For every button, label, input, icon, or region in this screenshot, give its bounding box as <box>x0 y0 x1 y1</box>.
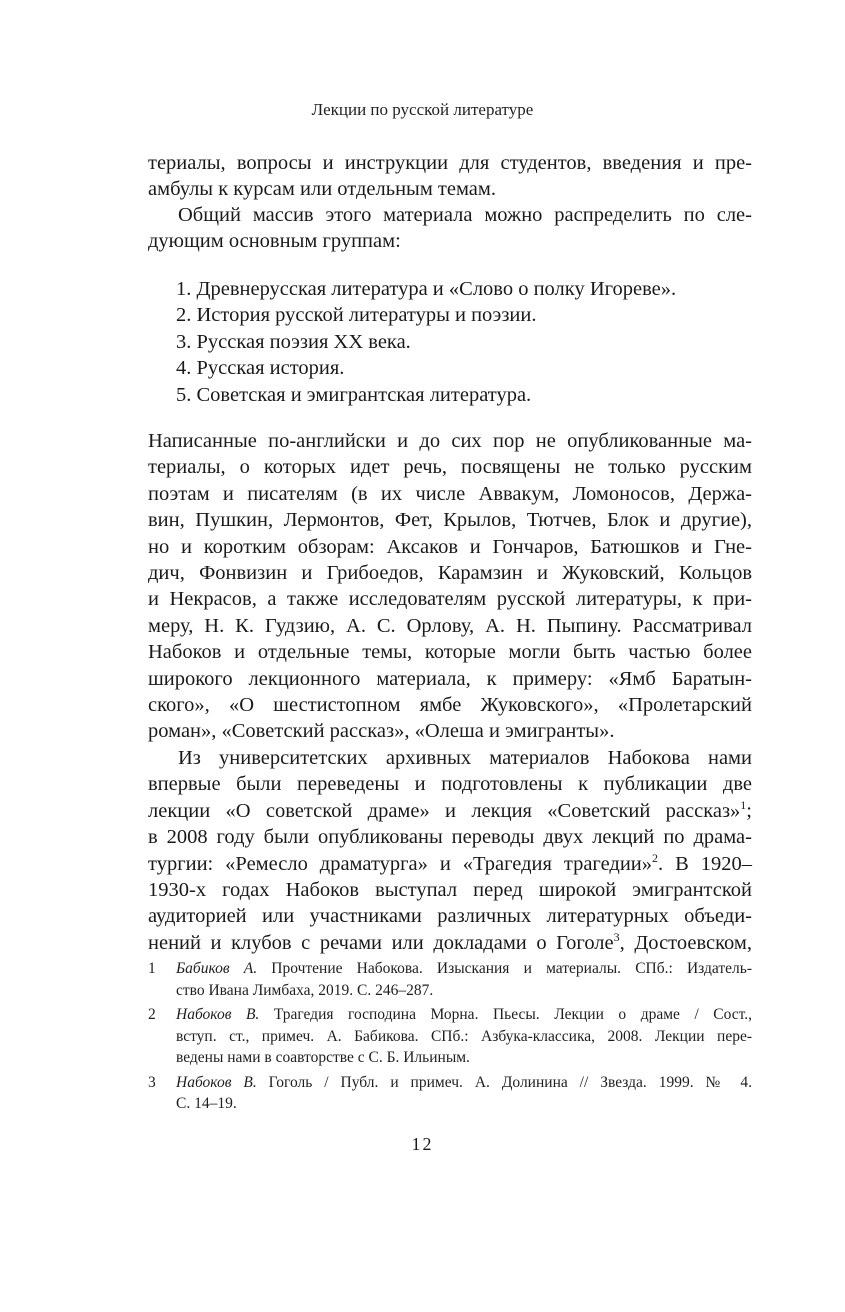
groups-list <box>176 276 676 408</box>
footnote-author: Бабиков А. <box>176 960 258 977</box>
footnote-2 <box>148 1004 752 1069</box>
line-text: нений и клубов с речами или докладами о Гоголе <box>148 931 614 954</box>
list-item: 5. Советская и эмигрантская литература. <box>176 383 532 406</box>
text-line: впервые были переведены и подготовлены к публикации две <box>148 773 752 796</box>
footnote-line: вступ. ст., примеч. А. Бабикова. СПб.: Азбука-классика, 2008. Лекции пере- <box>176 1027 752 1045</box>
line-text: лекции «О советской драме» и лекция «Советский рассказ» <box>148 799 741 822</box>
text-line: поэтам и писателям (в их числе Аввакум, Ломоносов, Держа- <box>148 482 752 505</box>
text-line: широкого лекционного материала, к примеру: «Ямб Баратын- <box>148 667 752 690</box>
footnote-line: ведены нами в соавторстве с С. Б. Ильиным. <box>176 1049 470 1066</box>
footnote-ref-3[interactable]: 3 <box>613 929 620 944</box>
footnote-ref-1[interactable]: 1 <box>740 797 747 812</box>
text-line: Из университетских архивных материалов Набокова нами <box>178 747 752 769</box>
text-line: меру, Н. К. Гудзию, А. С. Орлову, А. Н. Пыпину. Рассматривал <box>148 614 752 637</box>
footnote-number: 3 <box>148 1073 156 1091</box>
text-line <box>148 798 752 824</box>
list-item: 2. История русской литературы и поэзии. <box>176 304 537 327</box>
text-line: териалы, о которых идет речь, посвящены не только русским <box>148 456 752 479</box>
text-line: териалы, вопросы и инструкции для студентов, введения и пре- <box>148 152 752 174</box>
text-line <box>148 851 752 877</box>
text-line: 1930-х годах Набоков выступал перед широкой эмигрантской <box>148 878 752 901</box>
footnote-line <box>176 958 752 980</box>
text-line: Общий массив этого материала можно распределить по сле- <box>178 204 752 226</box>
text-line: аудиторией или участниками различных литературных объеди- <box>148 905 752 928</box>
text-line: Написанные по-английски и до сих пор не опубликованные ма- <box>148 430 752 452</box>
footnote-1 <box>148 958 752 1001</box>
text-line: в 2008 году были опубликованы переводы двух лекций по драма- <box>148 826 752 849</box>
footnote-ref-2[interactable]: 2 <box>652 850 659 865</box>
page-number: 12 <box>411 1134 434 1154</box>
footnote-line <box>176 1004 752 1026</box>
running-header: Лекции по русской литературе <box>311 100 534 119</box>
paragraph-intro <box>148 202 752 255</box>
text-line: Набоков и отдельные темы, которые могли быть частью более <box>148 641 752 664</box>
text-line: роман», «Советский рассказ», «Олеша и эмигранты». <box>148 720 615 743</box>
footnote-line: ство Ивана Лимбаха, 2019. С. 246–287. <box>176 981 434 999</box>
text-line <box>148 930 752 956</box>
text-line: но и коротким обзорам: Аксаков и Гончаров, Батюшков и Гне- <box>148 535 752 558</box>
line-tail: , Достоевском, <box>619 931 752 954</box>
list-item: 4. Русская история. <box>176 357 345 380</box>
footnote-line <box>176 1072 752 1094</box>
footnote-text: Прочтение Набокова. Изыскания и материалы. СПб.: Издатель- <box>257 960 753 977</box>
footnote-text: Трагедия господина Морна. Пьесы. Лекции о драме / Сост., <box>259 1006 752 1023</box>
line-tail: . В 1920– <box>658 852 752 875</box>
footnote-line: С. 14–19. <box>176 1095 237 1112</box>
footnote-author: Набоков В. <box>176 1006 260 1023</box>
paragraph-continued <box>148 150 752 203</box>
text-line: дующим основным группам: <box>148 230 401 253</box>
line-text: тургии: «Ремесло драматурга» и «Трагедия трагедии» <box>148 852 653 875</box>
footnote-text: Гоголь / Публ. и примеч. А. Долинина // Звезда. 1999. № 4. <box>256 1073 752 1091</box>
footnotes <box>148 958 752 1115</box>
text-line: и Некрасов, а также исследователям русской литературы, к при- <box>148 588 752 611</box>
paragraph-materials <box>148 428 752 745</box>
text-line: амбулы к курсам или отдельным темам. <box>148 178 496 201</box>
text-line: дич, Фонвизин и Грибоедов, Карамзин и Жуковский, Кольцов <box>148 561 752 584</box>
text-line: ского», «О шестистопном ямбе Жуковского», «Пролетарский <box>148 693 752 716</box>
footnote-number: 2 <box>148 1006 156 1023</box>
paragraph-archive <box>148 745 752 956</box>
footnote-number: 1 <box>148 960 156 977</box>
list-item: 3. Русская поэзия XX века. <box>176 330 411 353</box>
footnote-author: Набоков В. <box>176 1073 257 1091</box>
footnote-3 <box>148 1072 752 1115</box>
text-line: вин, Пушкин, Лермонтов, Фет, Крылов, Тютчев, Блок и другие), <box>148 509 752 532</box>
line-tail: ; <box>746 799 752 822</box>
list-item: 1. Древнерусская литература и «Слово о полку Игореве». <box>176 278 677 300</box>
